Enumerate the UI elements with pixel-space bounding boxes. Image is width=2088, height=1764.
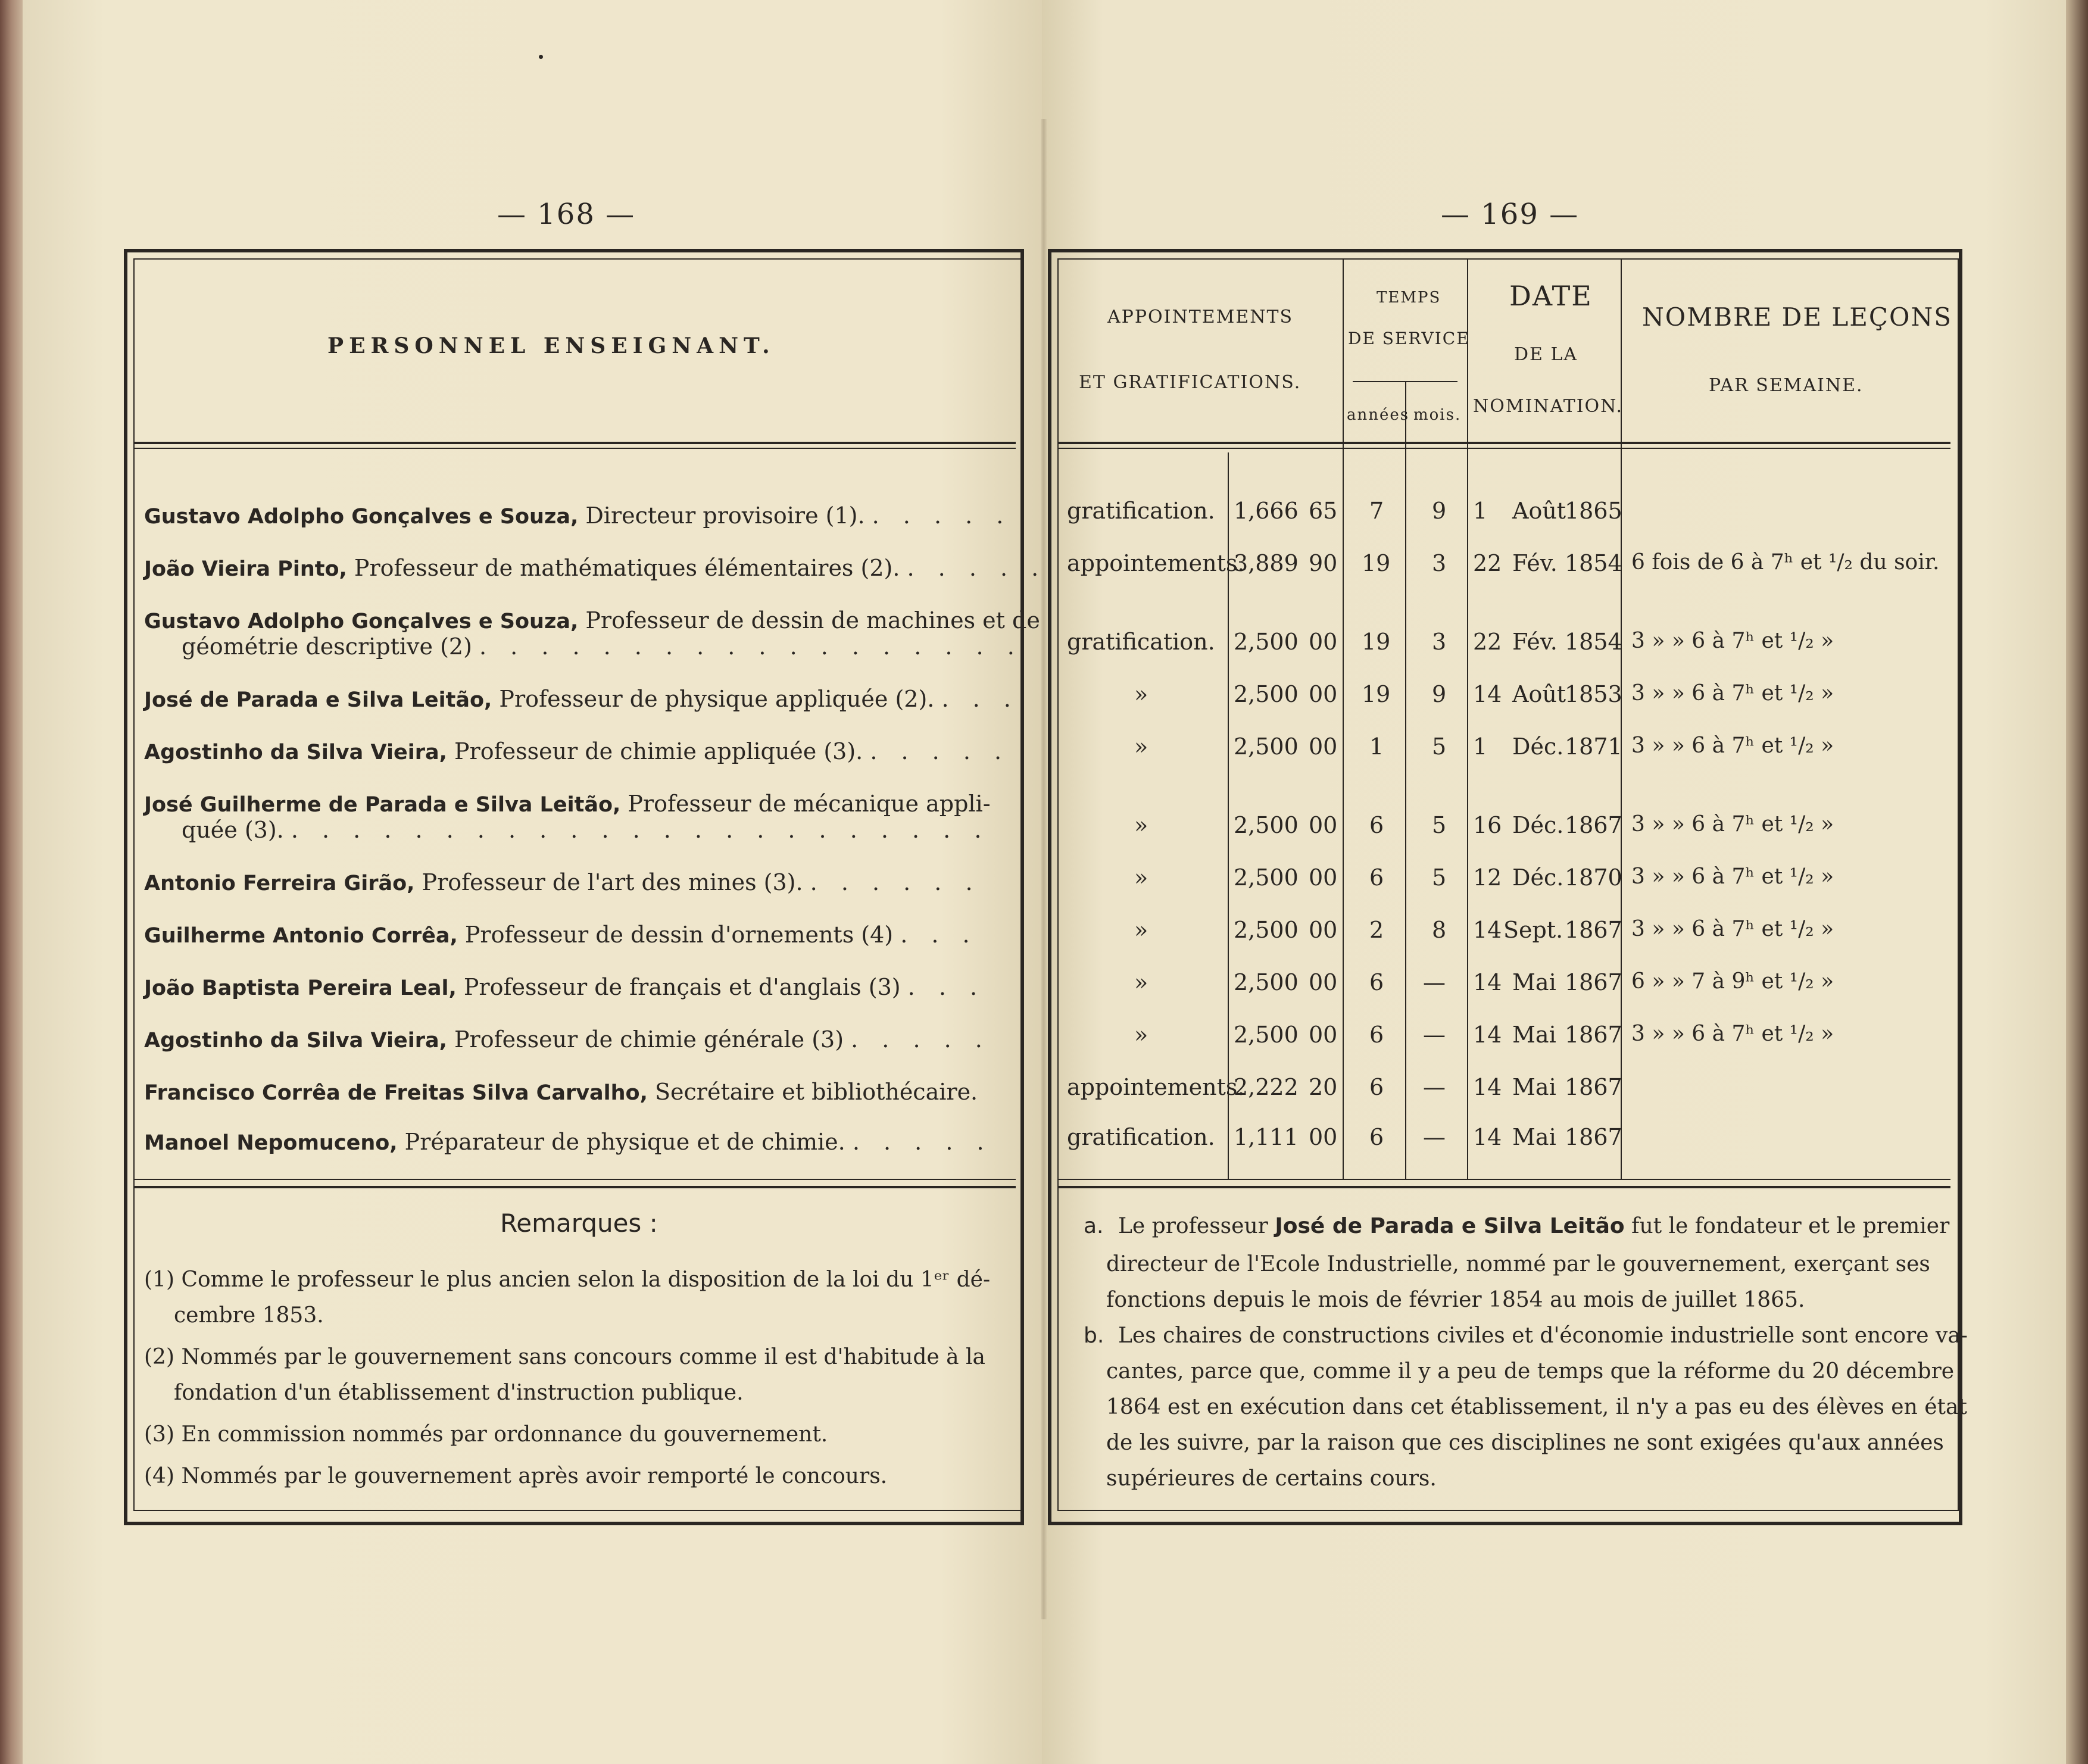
date-year-cell: 1865 [1565, 498, 1622, 524]
date-day-cell: 1 [1473, 498, 1488, 524]
cents-cell: 00 [1309, 864, 1338, 891]
pay-type-cell: » [1134, 864, 1148, 891]
cents-cell: 00 [1309, 1124, 1338, 1150]
months-cell: — [1423, 1022, 1446, 1048]
lecons-cell: 6 » » 7 à 9ʰ et ¹/₂ » [1631, 969, 1834, 994]
years-cell: 19 [1362, 550, 1391, 576]
header-nomination: NOMINATION. [1473, 396, 1624, 417]
date-month-cell: Mai [1512, 1022, 1556, 1048]
header-gratifications: ET GRATIFICATIONS. [1079, 372, 1302, 393]
header-nombre-lecons: NOMBRE DE LEÇONS [1642, 302, 1953, 332]
date-month-cell: Fév. [1512, 550, 1558, 576]
staff-row-continuation: quée (3). . . . . . . . . . . . . . . . . . . . . . . . [182, 817, 990, 843]
lecons-cell: 6 fois de 6 à 7ʰ et ¹/₂ du soir. [1631, 550, 1940, 575]
amount-cell: 2,222 [1234, 1074, 1299, 1100]
right-header-rule-2 [1057, 448, 1950, 449]
header-de-la: DE LA [1514, 344, 1578, 365]
date-year-cell: 1867 [1565, 1124, 1622, 1150]
remark-1-cont: cembre 1853. [174, 1303, 324, 1328]
lecons-cell: 3 » » 6 à 7ʰ et ¹/₂ » [1631, 629, 1834, 653]
cents-cell: 00 [1309, 1022, 1338, 1048]
remark-1: (1) Comme le professeur le plus ancien selon la disposition de la loi du 1ᵉʳ dé- [144, 1267, 991, 1292]
temps-brace-rule [1353, 381, 1457, 382]
header-appointements: APPOINTEMENTS [1107, 307, 1294, 327]
amount-cell: 2,500 [1234, 969, 1299, 995]
page-number-right: — 169 — [1441, 198, 1580, 231]
years-cell: 7 [1369, 498, 1384, 524]
date-year-cell: 1867 [1565, 917, 1622, 943]
right-body-rule [1057, 1179, 1950, 1180]
lecons-cell: 3 » » 6 à 7ʰ et ¹/₂ » [1631, 864, 1834, 889]
amount-cell: 2,500 [1234, 812, 1299, 838]
date-year-cell: 1867 [1565, 812, 1622, 838]
date-day-cell: 22 [1473, 629, 1502, 655]
staff-row: Gustavo Adolpho Gonçalves e Souza, Professeur de dessin de machines et de [144, 607, 1040, 633]
staff-row: Francisco Corrêa de Freitas Silva Carvalho, Secrétaire et bibliothécaire. [144, 1079, 978, 1105]
months-cell: — [1423, 1124, 1446, 1150]
note-a-line1: Le professeur José de Parada e Silva Leitão fut le fondateur et le premier [1118, 1214, 1950, 1238]
left-body-rule-2 [133, 1186, 1016, 1188]
right-body-rule-2 [1057, 1186, 1950, 1188]
left-body-rule [133, 1179, 1016, 1180]
date-year-cell: 1867 [1565, 969, 1622, 995]
date-month-cell: Déc. [1512, 864, 1564, 891]
pay-type-cell: gratification. [1067, 629, 1215, 655]
date-day-cell: 1 [1473, 733, 1488, 760]
pay-type-cell: » [1134, 969, 1148, 995]
cents-cell: 00 [1309, 681, 1338, 707]
note-a-line2: directeur de l'Ecole Industrielle, nommé par le gouvernement, exerçant ses [1106, 1252, 1930, 1276]
cents-cell: 90 [1309, 550, 1338, 576]
date-day-cell: 14 [1473, 1022, 1502, 1048]
date-month-cell: Fév. [1512, 629, 1558, 655]
note-b-line5: supérieures de certains cours. [1106, 1466, 1437, 1491]
page-number-left: — 168 — [497, 198, 636, 231]
cents-cell: 00 [1309, 917, 1338, 943]
paper-speck [539, 55, 543, 59]
months-cell: 5 [1432, 733, 1447, 760]
remark-4: (4) Nommés par le gouvernement après avoir remporté le concours. [144, 1464, 888, 1488]
date-year-cell: 1870 [1565, 864, 1622, 891]
col-sep-years-months [1405, 381, 1406, 1179]
date-day-cell: 14 [1473, 917, 1502, 943]
cents-cell: 00 [1309, 812, 1338, 838]
cents-cell: 00 [1309, 733, 1338, 760]
book-cover-left [0, 0, 23, 1764]
header-de-service: DE SERVICE [1348, 329, 1470, 348]
remark-3: (3) En commission nommés par ordonnance du gouvernement. [144, 1422, 828, 1447]
note-a-line3: fonctions depuis le mois de février 1854 au mois de juillet 1865. [1106, 1288, 1805, 1312]
date-month-cell: Mai [1512, 969, 1556, 995]
date-year-cell: 1871 [1565, 733, 1622, 760]
years-cell: 19 [1362, 681, 1391, 707]
staff-row: João Vieira Pinto, Professeur de mathématiques élémentaires (2). . . . . . [144, 555, 1047, 581]
staff-row: Gustavo Adolpho Gonçalves e Souza, Directeur provisoire (1). . . . . . [144, 502, 1012, 529]
date-month-cell: Sept. [1503, 917, 1563, 943]
years-cell: 6 [1369, 864, 1384, 891]
staff-row: Antonio Ferreira Girão, Professeur de l'art des mines (3). . . . . . . [144, 869, 981, 895]
remarks-title: Remarques : [500, 1209, 658, 1238]
note-b-line2: cantes, parce que, comme il y a peu de temps que la réforme du 20 décembre [1106, 1359, 1955, 1384]
staff-row-continuation: géométrie descriptive (2) . . . . . . . . . . . . . . . . . . [182, 633, 1023, 660]
date-month-cell: Mai [1512, 1074, 1556, 1100]
left-table-title: PERSONNEL ENSEIGNANT. [327, 333, 775, 358]
staff-row: Manoel Nepomuceno, Préparateur de physique et de chimie. . . . . . [144, 1129, 992, 1155]
cents-cell: 00 [1309, 629, 1338, 655]
note-b-line1: Les chaires de constructions civiles et d'économie industrielle sont encore va- [1118, 1323, 1968, 1348]
note-b-label: b. [1084, 1323, 1104, 1348]
staff-row: José de Parada e Silva Leitão, Professeur de physique appliquée (2). . . . [144, 686, 1019, 712]
pay-type-cell: » [1134, 733, 1148, 760]
staff-row: João Baptista Pereira Leal, Professeur de français et d'anglais (3) . . . [144, 974, 986, 1000]
months-cell: 9 [1432, 681, 1447, 707]
date-month-cell: Déc. [1512, 733, 1564, 760]
months-cell: — [1423, 1074, 1446, 1100]
lecons-cell: 3 » » 6 à 7ʰ et ¹/₂ » [1631, 1022, 1834, 1046]
header-mois: mois. [1413, 406, 1462, 424]
header-date: DATE [1509, 280, 1593, 312]
date-year-cell: 1867 [1565, 1074, 1622, 1100]
pay-type-cell: gratification. [1067, 498, 1215, 524]
pay-type-cell: appointements. [1067, 1074, 1245, 1100]
date-year-cell: 1854 [1565, 629, 1622, 655]
pay-type-cell: gratification. [1067, 1124, 1215, 1150]
lecons-cell: 3 » » 6 à 7ʰ et ¹/₂ » [1631, 681, 1834, 705]
date-day-cell: 22 [1473, 550, 1502, 576]
date-month-cell: Août [1512, 681, 1566, 707]
months-cell: — [1423, 969, 1446, 995]
date-year-cell: 1853 [1565, 681, 1622, 707]
months-cell: 3 [1432, 629, 1447, 655]
cents-cell: 20 [1309, 1074, 1338, 1100]
book-cover-right [2066, 0, 2088, 1764]
pay-type-cell: » [1134, 1022, 1148, 1048]
left-header-rule-2 [133, 448, 1016, 449]
months-cell: 3 [1432, 550, 1447, 576]
remark-2-cont: fondation d'un établissement d'instruction publique. [174, 1381, 744, 1405]
note-b-line3: 1864 est en exécution dans cet établissement, il n'y a pas eu des élèves en état [1106, 1395, 1967, 1419]
header-annees: années [1347, 406, 1410, 424]
staff-row: Agostinho da Silva Vieira, Professeur de chimie appliquée (3). . . . . . [144, 738, 1010, 764]
col-sep-months-date [1467, 258, 1468, 1179]
amount-cell: 2,500 [1234, 1022, 1299, 1048]
note-a-label: a. [1084, 1214, 1104, 1238]
date-year-cell: 1867 [1565, 1022, 1622, 1048]
amount-cell: 1,666 [1234, 498, 1299, 524]
col-sep-amount-years [1343, 258, 1344, 1179]
date-day-cell: 14 [1473, 969, 1502, 995]
years-cell: 2 [1369, 917, 1384, 943]
amount-cell: 2,500 [1234, 629, 1299, 655]
amount-cell: 2,500 [1234, 733, 1299, 760]
date-day-cell: 14 [1473, 681, 1502, 707]
date-month-cell: Août [1512, 498, 1566, 524]
lecons-cell: 3 » » 6 à 7ʰ et ¹/₂ » [1631, 812, 1834, 836]
years-cell: 6 [1369, 969, 1384, 995]
lecons-cell: 3 » » 6 à 7ʰ et ¹/₂ » [1631, 733, 1834, 758]
years-cell: 1 [1369, 733, 1384, 760]
header-temps: TEMPS [1377, 289, 1441, 307]
amount-cell: 2,500 [1234, 681, 1299, 707]
months-cell: 5 [1432, 812, 1447, 838]
staff-row: Guilherme Antonio Corrêa, Professeur de dessin d'ornements (4) . . . [144, 922, 978, 948]
date-year-cell: 1854 [1565, 550, 1622, 576]
note-b-line4: de les suivre, par la raison que ces disciplines ne sont exigées qu'aux années [1106, 1431, 1944, 1455]
cents-cell: 65 [1309, 498, 1338, 524]
remark-2: (2) Nommés par le gouvernement sans concours comme il est d'habitude à la [144, 1345, 986, 1369]
date-day-cell: 14 [1473, 1124, 1502, 1150]
amount-cell: 3,889 [1234, 550, 1299, 576]
years-cell: 6 [1369, 1022, 1384, 1048]
pay-type-cell: » [1134, 917, 1148, 943]
months-cell: 8 [1432, 917, 1447, 943]
cents-cell: 00 [1309, 969, 1338, 995]
left-header-rule [133, 442, 1016, 444]
staff-row: Agostinho da Silva Vieira, Professeur de chimie générale (3) . . . . . [144, 1026, 991, 1053]
date-day-cell: 12 [1473, 864, 1502, 891]
years-cell: 6 [1369, 812, 1384, 838]
years-cell: 19 [1362, 629, 1391, 655]
header-par-semaine: PAR SEMAINE. [1709, 375, 1864, 396]
date-day-cell: 16 [1473, 812, 1502, 838]
binding-gutter [1041, 119, 1047, 1619]
staff-row: José Guilherme de Parada e Silva Leitão, Professeur de mécanique appli- [144, 791, 991, 817]
amount-cell: 1,111 [1234, 1124, 1299, 1150]
date-month-cell: Déc. [1512, 812, 1564, 838]
pay-type-cell: » [1134, 681, 1148, 707]
lecons-cell: 3 » » 6 à 7ʰ et ¹/₂ » [1631, 917, 1834, 941]
right-header-rule [1057, 442, 1950, 444]
date-month-cell: Mai [1512, 1124, 1556, 1150]
months-cell: 5 [1432, 864, 1447, 891]
amount-cell: 2,500 [1234, 917, 1299, 943]
years-cell: 6 [1369, 1124, 1384, 1150]
amount-cell: 2,500 [1234, 864, 1299, 891]
pay-type-cell: » [1134, 812, 1148, 838]
date-day-cell: 14 [1473, 1074, 1502, 1100]
pay-type-cell: appointements. [1067, 550, 1245, 576]
years-cell: 6 [1369, 1074, 1384, 1100]
months-cell: 9 [1432, 498, 1447, 524]
